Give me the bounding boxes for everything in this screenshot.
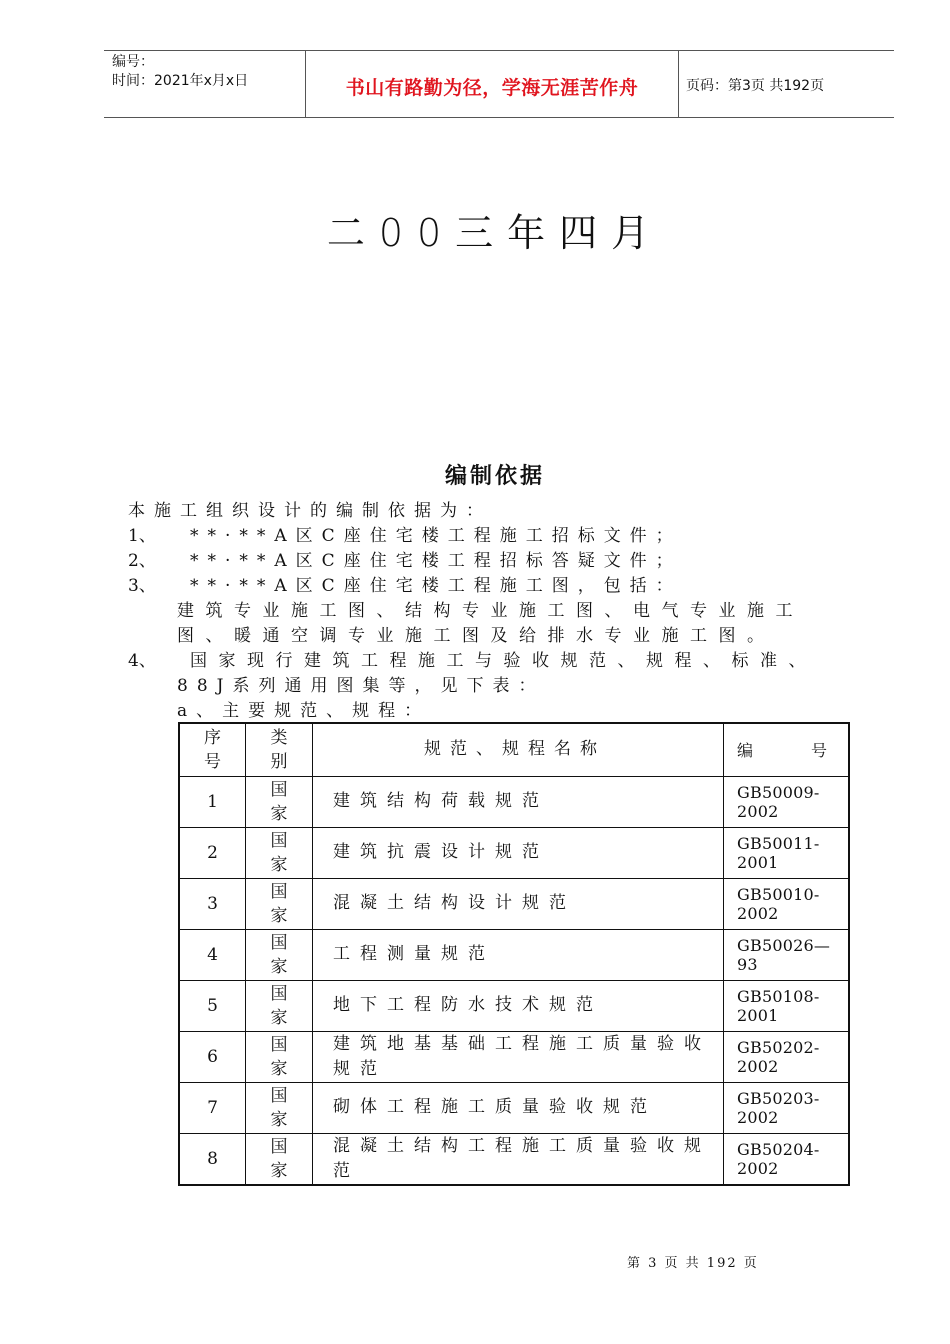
list-item-number: 2、 [128, 551, 156, 571]
row-name: 建筑结构荷载规范 [313, 776, 724, 827]
table-row [179, 980, 849, 1031]
table-row [179, 878, 849, 929]
table-row [179, 1082, 849, 1133]
table-row [179, 929, 849, 980]
sub-heading: a、主要规范、规程： [177, 701, 431, 721]
row-category: 国 家 [246, 776, 313, 827]
row-code: GB50011-2001 [724, 827, 850, 878]
date-title: 二00三年四月 [326, 211, 664, 255]
row-code: GB50108-2001 [724, 980, 850, 1031]
row-code: GB50010-2002 [724, 878, 850, 929]
table-row [179, 1133, 849, 1185]
doc-time-label: 时间：2021年x月x日 [112, 73, 249, 89]
row-name: 混凝土结构工程施工质量验收规范 [313, 1133, 724, 1185]
header-divider [678, 51, 679, 117]
row-category: 国 家 [246, 980, 313, 1031]
row-code: GB50009-2002 [724, 776, 850, 827]
row-name: 建筑抗震设计规范 [313, 827, 724, 878]
list-item-text: 图、暖通空调专业施工图及给排水专业施工图。 [177, 626, 776, 646]
row-number: 7 [179, 1082, 246, 1133]
row-name: 工程测量规范 [313, 929, 724, 980]
row-code: GB50204-2002 [724, 1133, 850, 1185]
row-number: 5 [179, 980, 246, 1031]
list-item-text: 88J系列通用图集等，见下表： [177, 676, 545, 696]
row-name: 混凝土结构设计规范 [313, 878, 724, 929]
column-header-code: 编 号 [724, 723, 850, 776]
header-meta [112, 53, 304, 91]
table-header-row [179, 723, 849, 776]
table-row [179, 776, 849, 827]
row-name: 砌体工程施工质量验收规范 [313, 1082, 724, 1133]
standards-table [178, 722, 850, 1186]
row-number: 1 [179, 776, 246, 827]
list-item-text: **·**A区C座住宅楼工程施工图，包括： [190, 576, 682, 596]
list-item-text: **·**A区C座住宅楼工程施工招标文件； [190, 526, 682, 546]
intro-text: 本施工组织设计的编制依据为： [128, 501, 492, 521]
row-category: 国 家 [246, 929, 313, 980]
column-header-name: 规范、规程名称 [313, 723, 724, 776]
page-header [104, 50, 894, 118]
table-row [179, 827, 849, 878]
row-name: 建筑地基基础工程施工质量验收规范 [313, 1031, 724, 1082]
column-header-number: 序 号 [179, 723, 246, 776]
column-header-category: 类 别 [246, 723, 313, 776]
row-name: 地下工程防水技术规范 [313, 980, 724, 1031]
header-page-label: 页码：第3页 共192页 [686, 78, 825, 94]
list-item-number: 1、 [128, 526, 156, 546]
list-item-number: 3、 [128, 576, 156, 596]
list-item-text: **·**A区C座住宅楼工程招标答疑文件； [190, 551, 682, 571]
list-item-number: 4、 [128, 651, 156, 671]
row-number: 4 [179, 929, 246, 980]
row-category: 国 家 [246, 827, 313, 878]
row-category: 国 家 [246, 878, 313, 929]
row-number: 6 [179, 1031, 246, 1082]
section-title: 编制依据 [444, 464, 545, 489]
row-number: 8 [179, 1133, 246, 1185]
row-category: 国 家 [246, 1133, 313, 1185]
list-item-text: 国家现行建筑工程施工与验收规范、规程、标准、 [190, 651, 817, 671]
doc-id-label: 编号： [112, 54, 154, 70]
page-footer: 第 3 页 共 192 页 [627, 1256, 759, 1271]
row-number: 3 [179, 878, 246, 929]
row-code: GB50026—93 [724, 929, 850, 980]
row-code: GB50202-2002 [724, 1031, 850, 1082]
list-item-text: 建筑专业施工图、结构专业施工图、电气专业施工 [177, 601, 804, 621]
row-category: 国 家 [246, 1082, 313, 1133]
table-row [179, 1031, 849, 1082]
header-motto: 书山有路勤为径，学海无涯苦作舟 [345, 77, 639, 99]
row-category: 国 家 [246, 1031, 313, 1082]
row-number: 2 [179, 827, 246, 878]
row-code: GB50203-2002 [724, 1082, 850, 1133]
